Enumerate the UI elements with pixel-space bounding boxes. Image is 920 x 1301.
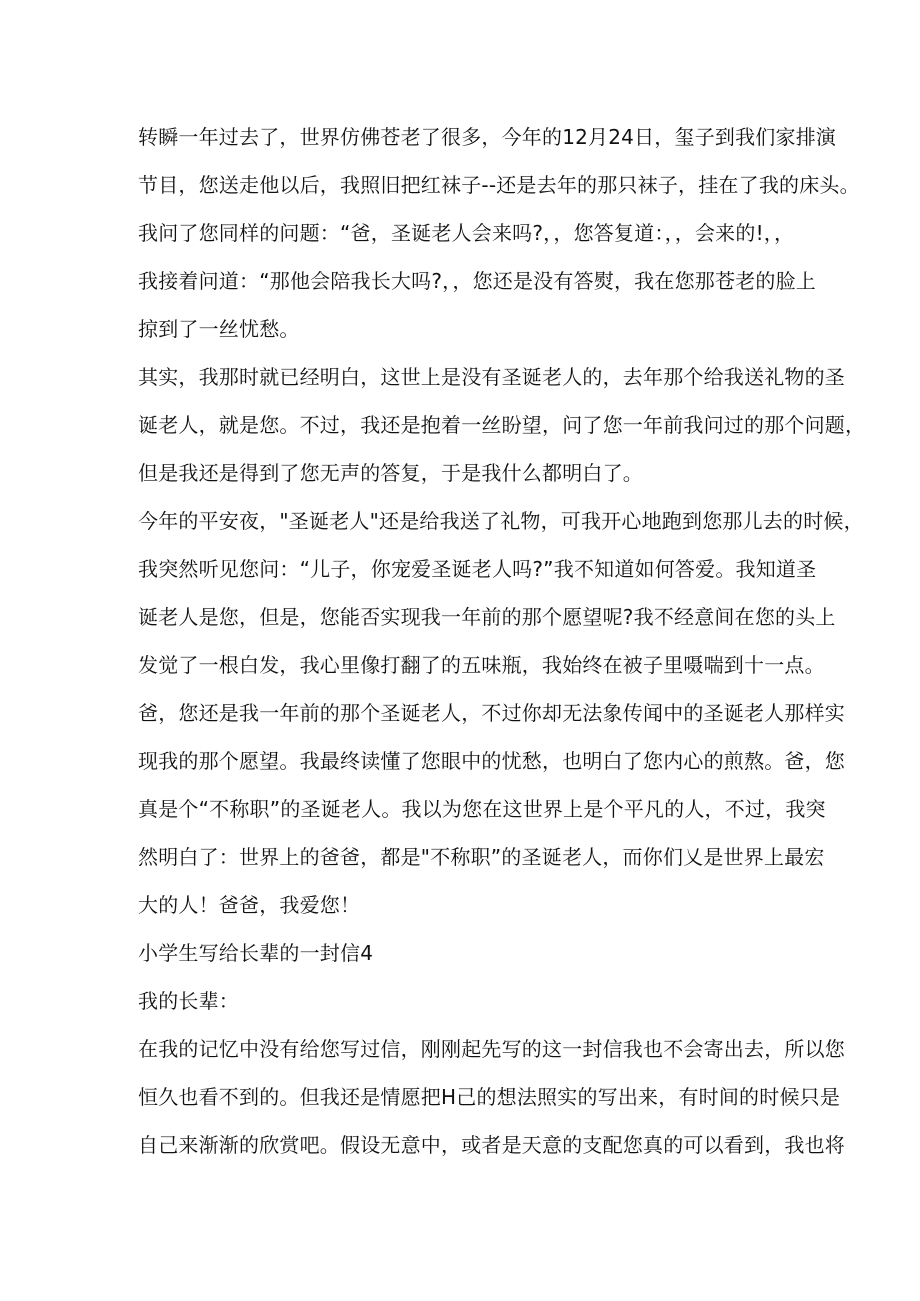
text-line: 其实，我那时就已经明白，这世上是没有圣诞老人的，去年那个给我送礼物的圣 — [138, 365, 845, 389]
text-line: 真是个“不称职”的圣诞老人。我以为您在这世界上是个平凡的人，不过，我突 — [138, 797, 826, 821]
text-line: 自己来渐渐的欣赏吧。假设无意中，或者是天意的支配您真的可以看到，我也将 — [138, 1133, 845, 1157]
text-line: 恒久也看不到的。但我还是情愿把H己的想法照实的写出来，有时间的时候只是 — [138, 1085, 841, 1109]
text-line: 现我的那个愿望。我最终读懂了您眼中的忧愁，也明白了您内心的煎熬。爸，您 — [138, 749, 845, 773]
text-line: 然明白了：世界上的爸爸，都是"不称职”的圣诞老人，而你们乂是世界上最宏 — [138, 845, 825, 869]
salutation: 我的长辈： — [138, 989, 239, 1013]
text-line: 爸，您还是我一年前的那个圣诞老人，不过你却无法象传闻中的圣诞老人那样实 — [138, 701, 845, 725]
text-line: 诞老人，就是您。不过，我还是抱着一丝盼望，问了您一年前我问过的那个问题， — [138, 413, 866, 437]
text-line: 发觉了一根白发，我心里像打翻了的五味瓶，我始终在被子里嗫喘到十一点。 — [138, 653, 825, 677]
text-line: 节目，您送走他以后，我照旧把红袜子--还是去年的那只袜子，挂在了我的床头。 — [138, 173, 860, 197]
text-line: 掠到了一丝忧愁。 — [138, 317, 300, 341]
text-line: 今年的平安夜，"圣诞老人"还是给我送了礼物，可我开心地跑到您那儿去的时候， — [138, 509, 864, 533]
text-line: 我突然听见您问：“儿子，你宠爱圣诞老人吗?”我不知道如何答爱。我知道圣 — [138, 557, 817, 581]
section-title: 小学生写给长辈的一封信4 — [138, 941, 374, 965]
text-line: 但是我还是得到了您无声的答复，于是我什么都明白了。 — [138, 461, 643, 485]
text-line: 转瞬一年过去了，世界仿佛苍老了很多，今年的12月24日，玺子到我们家排演 — [138, 125, 837, 149]
text-line: 我问了您同样的问题：“爸，圣诞老人会来吗?，，您答复道：，，会来的!，， — [138, 221, 795, 245]
text-line: 我接着问道：“那他会陪我长大吗?，，您还是没有答熨，我在您那苍老的脸上 — [138, 269, 816, 293]
text-line: 在我的记忆中没有给您写过信，刚刚起先写的这一封信我也不会寄出去，所以您 — [138, 1037, 845, 1061]
text-line: 大的人！爸爸，我爱您！ — [138, 893, 361, 917]
text-line: 诞老人是您，但是，您能否实现我一年前的那个愿望呢?我不经意间在您的头上 — [138, 605, 836, 629]
